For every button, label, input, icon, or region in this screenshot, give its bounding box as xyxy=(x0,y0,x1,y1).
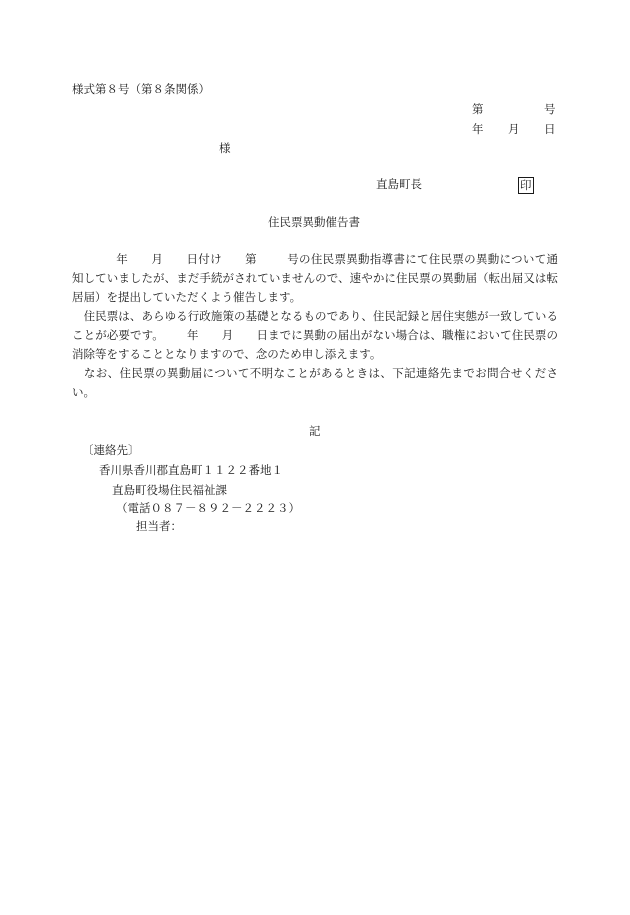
form-label: 様式第８号（第８条関係） xyxy=(72,82,210,96)
contact-department: 直島町役場住民福祉課 xyxy=(112,483,227,497)
document-title: 住民票異動催告書 xyxy=(268,215,360,229)
contact-header: 〔連絡先〕 xyxy=(82,443,140,457)
seal-mark: 印 xyxy=(520,178,532,192)
body-text xyxy=(72,250,558,402)
issuer-title: 直島町長 xyxy=(376,177,422,191)
addressee-suffix: 様 xyxy=(219,141,231,155)
p1-year: 年 xyxy=(116,252,129,266)
doc-number-suffix: 号 xyxy=(544,102,556,116)
doc-number-prefix: 第 xyxy=(472,102,484,116)
date-day: 日 xyxy=(544,122,556,136)
ki-heading: 記 xyxy=(309,424,321,438)
p1-month: 月 xyxy=(151,252,164,266)
issuer-seal xyxy=(518,177,534,194)
p2-text-b: 日までに異動の届出がない場合は、職権において住民票の消除等をすることとなりますので、念のため申し添えます。 xyxy=(72,328,559,361)
p2-text-a: 住民票は、あらゆる行政施策の基礎となるものであり、住民記録と居住実態が一致していることが必要です。 xyxy=(72,309,558,342)
date-year: 年 xyxy=(472,122,484,136)
p2-year: 年 xyxy=(186,328,199,342)
contact-person: 担当者： xyxy=(136,519,182,533)
paragraph-3 xyxy=(72,364,558,402)
contact-address: 香川県香川郡直島町１１２２番地１ xyxy=(99,463,283,477)
p1-no: 第 xyxy=(244,252,257,266)
p3-text: なお、住民票の異動届について不明なことがあるときは、下記連絡先までお問合せください。 xyxy=(72,366,558,399)
date-month: 月 xyxy=(508,122,520,136)
p1-text: 号の住民票異動指導書にて住民票の異動について通知していましたが、まだ手続がされていませんので、速やかに住民票の異動届（転出届又は転居届）を提出していただくよう催告します。 xyxy=(72,252,559,304)
contact-phone: （電話０８７－８９２－２２２３） xyxy=(116,501,300,515)
p2-month: 月 xyxy=(221,328,234,342)
paragraph-1 xyxy=(72,250,558,307)
p1-dated: 日付け xyxy=(186,252,222,266)
paragraph-2 xyxy=(72,307,558,364)
